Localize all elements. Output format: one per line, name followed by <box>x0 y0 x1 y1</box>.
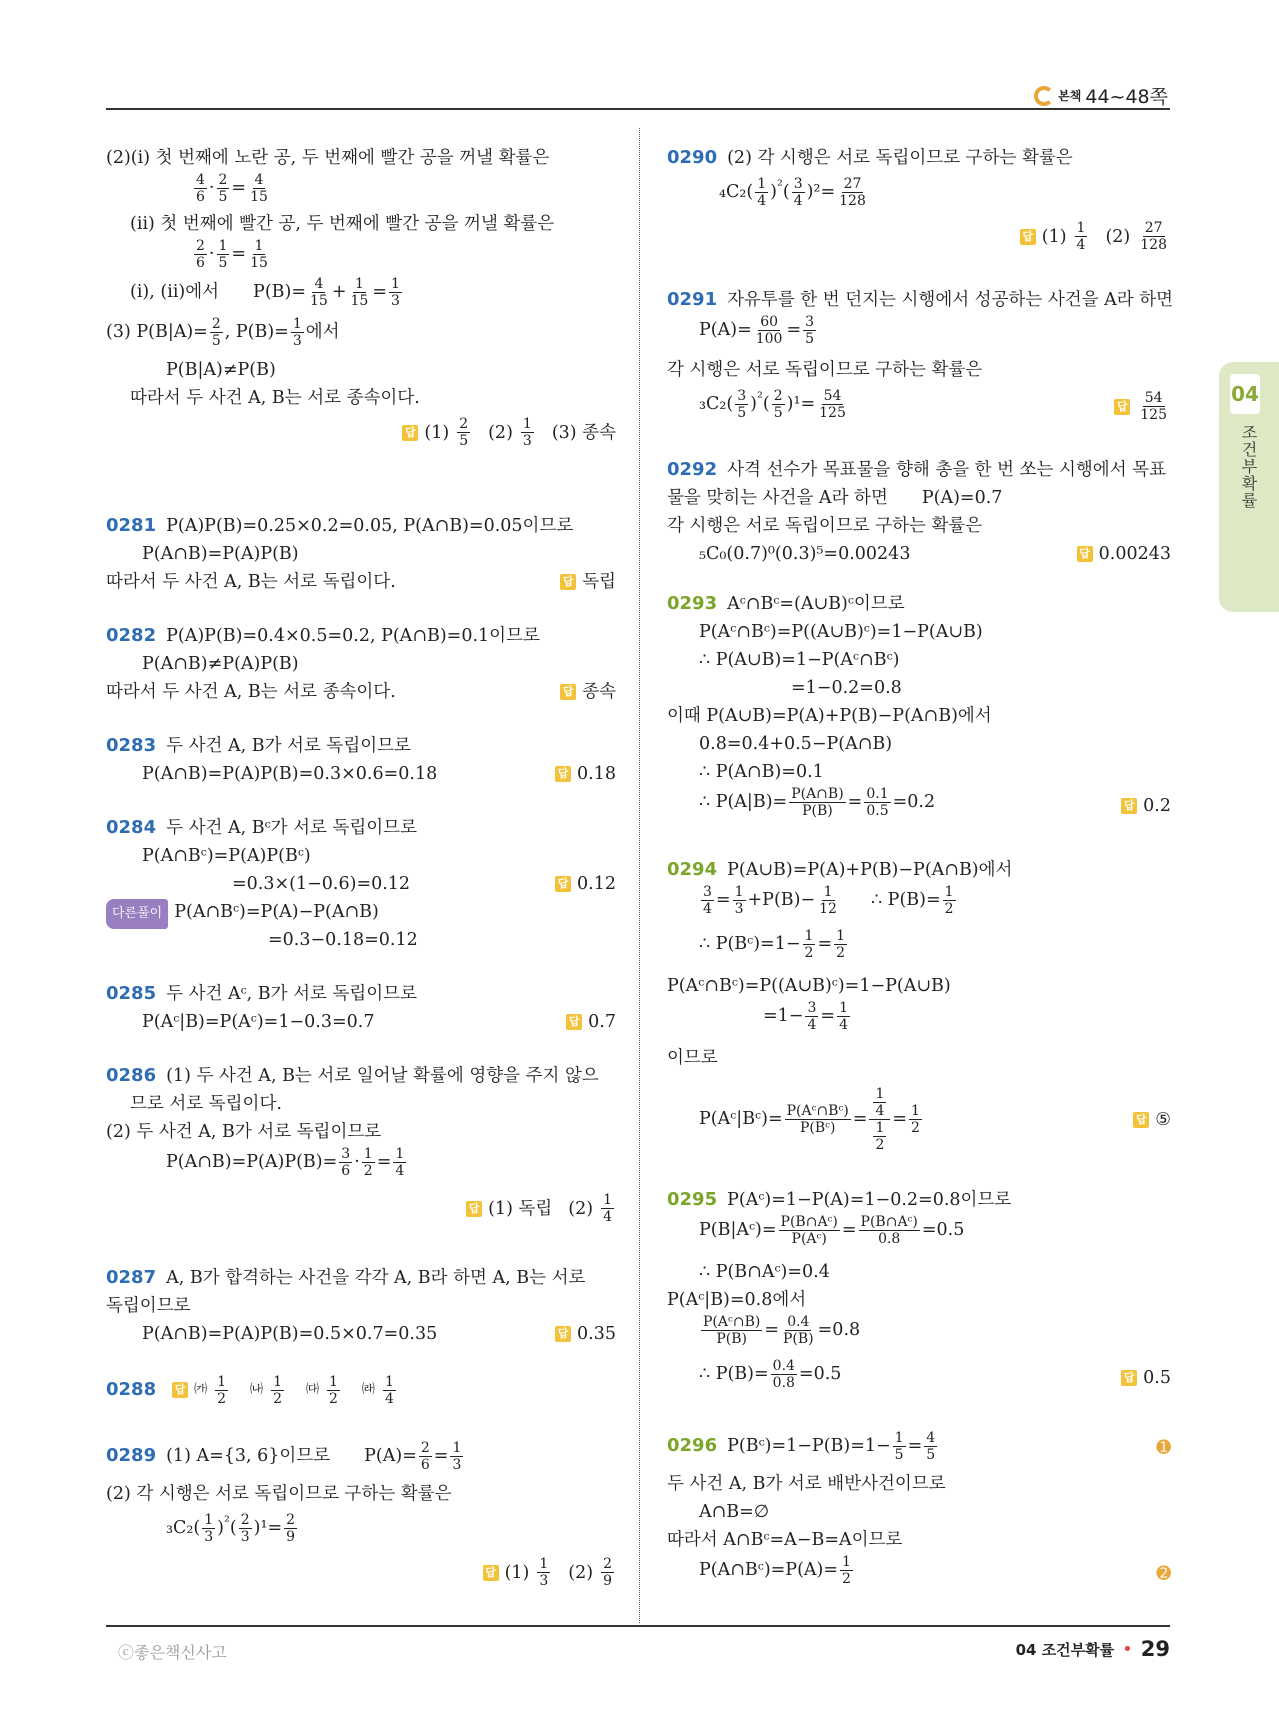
text-line: 0.8=0.4+0.5−P(A∩B) <box>699 734 893 754</box>
text-line: 각 시행은 서로 독립이므로 구하는 확률은 <box>667 516 983 536</box>
text-line: ∴ P(A∪B)=1−P(Aᶜ∩Bᶜ) <box>699 650 900 670</box>
text-line: (2) 두 사건 A, B가 서로 독립이므로 <box>106 1122 382 1142</box>
text-line: 각 시행은 서로 독립이므로 구하는 확률은 <box>667 360 983 380</box>
answer-icon: 답 <box>1133 1112 1149 1128</box>
problem-0293: 0293 Aᶜ∩Bᶜ=(A∪B)ᶜ이므로 P(Aᶜ∩Bᶜ)=P((A∪B)ᶜ)=1−P(A∪B) ∴ P(A∪B)=1−P(Aᶜ∩Bᶜ) =1−0.2=0.8 이때 P(A∪B)=P(A)+P(B)−P(A∩B)에서 0.8=0.4+0.5−P(A∩B) ∴ P(A∩B)=0.1 ∴ P(A|B)= $\frac{P(A\cap B)}{P(B)}$ = $\frac{0.1}{0.5}$ =0.2 답 0.2 <box>667 590 1171 828</box>
text-line: P(Aᶜ|B)=0.8에서 <box>667 1290 807 1310</box>
problem-0294: 0294 P(A∪B)=P(A)+P(B)−P(A∩B)에서 $\frac{3}{4}$ = $\frac{1}{3}$ +P(B)− $\frac{1}{12}$ ∴ P(B)= $\frac{1}{2}$ ∴ P(Bᶜ)=1− $\frac{1}{2}$ = $\frac{1}{2}$ P(Aᶜ∩Bᶜ)=P((A∪B)ᶜ)=1−P(A∪B) =1− $\frac{3}{4}$ = $\frac{1}{4}$ 이므로 P(Aᶜ|Bᶜ)= $\frac{\text{P(Aᶜ∩Bᶜ)}}{\text{P(Bᶜ)}}$ = $\frac{1}{4}$ $\frac{1}{2}$ = 1 2 답 ⑤ <box>667 859 1171 1153</box>
problem-0281: 0281 P(A)P(B)=0.25×0.2=0.05, P(A∩B)=0.05이므로 P(A∩B)=P(A)P(B) 따라서 두 사건 A, B는 서로 독립이다. 답 독립 <box>106 512 616 596</box>
text-line: 따라서 두 사건 A, B는 서로 종속이다. <box>130 388 420 408</box>
problem-number: 0294 <box>667 859 718 880</box>
answer: 답 0.5 <box>1121 1364 1171 1392</box>
answer-icon: 답 <box>555 766 571 782</box>
alt-solution-badge: 다른풀이 <box>106 899 168 929</box>
equation: $\frac{4}{6}$ · $\frac{2}{5}$ = $\frac{4}{15}$ <box>196 172 268 205</box>
text-line: =0.3×(1−0.6)=0.12 답 0.12 <box>106 870 616 898</box>
text-line: P(Aᶜ∩Bᶜ)=P((A∪B)ᶜ)=1−P(A∪B) <box>667 976 951 996</box>
problem-number: 0287 <box>106 1267 157 1288</box>
text-line: P(A∩B)=P(A)P(B)=0.3×0.6=0.18 답 0.18 <box>106 760 616 788</box>
equation: (ⅰ), (ⅱ)에서 P(B)= $\frac{4}{15}$ + $\frac{1}{15}$ = $\frac{1}{3}$ <box>130 276 400 309</box>
equation: ₃C₂( $\frac{1}{3}$ )$^{^2}$( $\frac{2}{3}$ )¹= $\frac{2}{9}$ <box>166 1511 296 1545</box>
text-line: ∴ P(A∩B)=0.1 <box>699 762 824 782</box>
answer: 답 ⑤ <box>1133 1106 1171 1134</box>
answer: 답 0.12 <box>555 870 616 898</box>
problem-0287: 0287 A, B가 합격하는 사건을 각각 A, B라 하면 A, B는 서로 독립이므로 P(A∩B)=P(A)P(B)=0.5×0.7=0.35 답 0.35 <box>106 1264 616 1348</box>
answer: 답 0.2 <box>1121 792 1171 820</box>
answer-icon: 답 <box>555 1326 571 1342</box>
bullet-icon: • <box>1122 1638 1133 1660</box>
answer-icon: 답 <box>560 574 576 590</box>
answer: 답 54 125 <box>1114 390 1171 423</box>
copyright: ⓒ좋은책신사고 <box>118 1643 227 1662</box>
problem-number: 0293 <box>667 593 718 614</box>
text-line: 따라서 A∩Bᶜ=A−B=A이므로 <box>667 1530 903 1550</box>
problem-0290: 0290 (2) 각 시행은 서로 독립이므로 구하는 확률은 ₄C₂( $\frac{1}{4}$ )$^{^2}$( $\frac{3}{4}$ )²= $\frac{27}{128}$ 답 (1) 1 4 (2) 27 128 <box>667 144 1171 258</box>
page-range: 44~48쪽 <box>1085 86 1168 108</box>
text-line: P(A∩B)=P(A)P(B)=0.5×0.7=0.35 답 0.35 <box>106 1320 616 1348</box>
text-line: ₅C₀(0.7)⁰(0.3)⁵=0.00243 답 0.00243 <box>667 540 1171 568</box>
answer: 답 (1) 1 3 (2) 2 9 <box>483 1556 616 1589</box>
answer-icon: 답 <box>560 684 576 700</box>
answer: 답 0.18 <box>555 760 616 788</box>
text-line: 므로 서로 독립이다. <box>130 1094 282 1114</box>
equation: ∴ P(B)= $\frac{0.4}{0.8}$ =0.5 답 0.5 <box>699 1358 1171 1391</box>
text-line: ∴ P(B∩Aᶜ)=0.4 <box>699 1262 830 1282</box>
equation: P(A∩B)=P(A)P(B)= $\frac{3}{6}$ · $\frac{1}{2}$ = $\frac{1}{4}$ <box>166 1146 405 1179</box>
problem-number: 0288 <box>106 1379 157 1400</box>
problem-number: 0286 <box>106 1065 157 1086</box>
problem-number: 0289 <box>106 1445 157 1466</box>
page-number: 29 <box>1140 1637 1170 1661</box>
equation: (3) P(B|A)= $\frac{2}{5}$ , P(B)= $\frac{1}{3}$ 에서 <box>106 316 340 349</box>
alt-solution: 다른풀이 P(A∩Bᶜ)=P(A)−P(A∩B) <box>106 898 616 926</box>
footer-chapter: 04 조건부확률 <box>1015 1640 1115 1659</box>
problem-0285: 0285 두 사건 Aᶜ, B가 서로 독립이므로 P(Aᶜ|B)=P(Aᶜ)=1−0.3=0.7 답 0.7 <box>106 980 616 1036</box>
answer: 답 (1) 2 5 (2) 1 3 (3) 종속 <box>402 416 616 449</box>
answer-icon: 답 <box>1121 1370 1137 1386</box>
text-line: 이므로 <box>667 1048 718 1068</box>
answer: 답 (1) 독립 (2) 1 4 <box>466 1192 616 1225</box>
equation: =1− $\frac{3}{4}$ = $\frac{1}{4}$ <box>763 1000 848 1033</box>
problem-0291: 0291 자유투를 한 번 던지는 시행에서 성공하는 사건을 A라 하면 P(A)= $\frac{60}{100}$ = $\frac{3}{5}$ 각 시행은 서로 독립이므로 구하는 확률은 ₃C₂( $\frac{3}{5}$ )$^{^2}$( $\frac{2}{5}$ )¹= $\frac{54}{125}$ 답 54 125 <box>667 286 1171 428</box>
answer-row <box>106 1552 616 1594</box>
answer: 답 종속 <box>560 678 616 706</box>
answer-row <box>667 216 1171 258</box>
problem-0296: 0296 P(Bᶜ)=1−P(B)=1− $\frac{1}{5}$ = $\frac{4}{5}$ ➊ 두 사건 A, B가 서로 배반사건이므로 A∩B=∅ 따라서 A∩Bᶜ=A−B=A이므로 P(A∩Bᶜ)=P(A)= $\frac{1}{2}$ ➋ <box>667 1430 1171 1596</box>
problem-0284: 0284 두 사건 A, Bᶜ가 서로 독립이므로 P(A∩Bᶜ)=P(A)P(Bᶜ) =0.3×(1−0.6)=0.12 답 0.12 다른풀이 P(A∩Bᶜ)=P(A)−P(A∩B) =0.3−0.18=0.12 <box>106 814 616 954</box>
problem-0282: 0282 P(A)P(B)=0.4×0.5=0.2, P(A∩B)=0.1이므로 P(A∩B)≠P(A)P(B) 따라서 두 사건 A, B는 서로 종속이다. 답 종속 <box>106 622 616 706</box>
answer-icon: 답 <box>1121 798 1137 814</box>
text-line: 두 사건 A, B가 서로 배반사건이므로 <box>667 1474 946 1494</box>
page-reference <box>1034 82 1168 109</box>
text-line: 이때 P(A∪B)=P(A)+P(B)−P(A∩B)에서 <box>667 706 992 726</box>
text-line: P(Aᶜ∩Bᶜ)=P((A∪B)ᶜ)=1−P(A∪B) <box>699 622 983 642</box>
equation: ∴ P(Bᶜ)=1− $\frac{1}{2}$ = $\frac{1}{2}$ <box>699 928 846 961</box>
footer-rule <box>106 1625 1170 1627</box>
problem-number: 0291 <box>667 289 718 310</box>
problem-number: 0285 <box>106 983 157 1004</box>
header-rule <box>106 108 1170 110</box>
step-marker-1: ➊ <box>1156 1438 1171 1458</box>
text-line: (ⅱ) 첫 번째에 빨간 공, 두 번째에 빨간 공을 꺼낼 확률은 <box>130 214 555 234</box>
book-label: 본책 <box>1058 89 1082 103</box>
text-line: P(B|A)≠P(B) <box>166 360 276 380</box>
text-line: =0.3−0.18=0.12 <box>268 930 418 950</box>
text-line: P(A∩Bᶜ)=P(A)P(Bᶜ) <box>142 846 311 866</box>
answer: 답 독립 <box>560 568 616 596</box>
step-marker-2: ➋ <box>1156 1564 1171 1584</box>
answer-icon: 답 <box>466 1201 482 1217</box>
problem-0286: 0286 (1) 두 사건 A, B는 서로 일어날 확률에 영향을 주지 않으 므로 서로 독립이다. (2) 두 사건 A, B가 서로 독립이므로 P(A∩B)=P(A)P(B)= $\frac{3}{6}$ · $\frac{1}{2}$ = $\frac{1}{4}$ 답 (1) 독립 (2) 1 4 <box>106 1062 616 1230</box>
answer-icon: 답 <box>566 1014 582 1030</box>
text-line: P(Aᶜ|B)=P(Aᶜ)=1−0.3=0.7 답 0.7 <box>106 1008 616 1036</box>
text-line: 독립이므로 <box>106 1296 191 1316</box>
chapter-tab <box>1219 362 1279 612</box>
text-line: (2) 각 시행은 서로 독립이므로 구하는 확률은 <box>106 1484 452 1504</box>
answer-icon: 답 <box>172 1382 188 1398</box>
problem-0295: 0295 P(Aᶜ)=1−P(A)=1−0.2=0.8이므로 P(B|Aᶜ)= $\frac{\text{P(B∩Aᶜ)}}{\text{P(Aᶜ)}}$ = $\frac{\text{P(B∩Aᶜ)}}{0.8}$ =0.5 ∴ P(B∩Aᶜ)=0.4 P(Aᶜ|B)=0.8에서 $\frac{\text{P(Aᶜ∩B)}}{P(B)}$ = $\frac{0.4}{P(B)}$ =0.8 ∴ P(B)= $\frac{0.4}{0.8}$ =0.5 답 0.5 <box>667 1186 1171 1402</box>
problem-number: 0292 <box>667 459 718 480</box>
problem-0280-cont <box>106 144 616 452</box>
equation: P(B|Aᶜ)= $\frac{\text{P(B∩Aᶜ)}}{\text{P(Aᶜ)}}$ = $\frac{\text{P(B∩Aᶜ)}}{0.8}$ =0.5 <box>699 1214 965 1247</box>
equation: ₄C₂( $\frac{1}{4}$ )$^{^2}$( $\frac{3}{4}$ )²= $\frac{27}{128}$ <box>719 175 866 209</box>
text-line: 따라서 두 사건 A, B는 서로 독립이다. 답 독립 <box>106 568 616 596</box>
problem-0283: 0283 두 사건 A, B가 서로 독립이므로 P(A∩B)=P(A)P(B)=0.3×0.6=0.18 답 0.18 <box>106 732 616 788</box>
text-line: =1−0.2=0.8 <box>791 678 902 698</box>
problem-number: 0296 <box>667 1435 718 1456</box>
chapter-number: 04 <box>1230 374 1260 414</box>
equation: P(A∩Bᶜ)=P(A)= $\frac{1}{2}$ ➋ <box>699 1554 1171 1587</box>
answer: 답 0.35 <box>555 1320 616 1348</box>
answer-icon: 답 <box>555 876 571 892</box>
text-line: (2)(ⅰ) 첫 번째에 노란 공, 두 번째에 빨간 공을 꺼낼 확률은 <box>106 148 550 168</box>
answer: 답 0.7 <box>566 1008 616 1036</box>
equation: $\frac{3}{4}$ = $\frac{1}{3}$ +P(B)− $\frac{1}{12}$ ∴ P(B)= $\frac{1}{2}$ <box>703 884 954 917</box>
problem-0289: 0289 (1) A={3, 6}이므로 P(A)= $\frac{2}{6}$ = $\frac{1}{3}$ (2) 각 시행은 서로 독립이므로 구하는 확률은 ₃C₂( $\frac{1}{3}$ )$^{^2}$( $\frac{2}{3}$ )¹= $\frac{2}{9}$ 답 (1) 1 3 (2) 2 9 <box>106 1440 616 1594</box>
answer: 답 (1) 1 4 (2) 27 128 <box>1020 220 1171 253</box>
problem-0292: 0292 사격 선수가 목표물을 향해 총을 한 번 쏘는 시행에서 목표 물을 맞히는 사건을 A라 하면 P(A)=0.7 각 시행은 서로 독립이므로 구하는 확률은 ₅C₀(0.7)⁰(0.3)⁵=0.00243 답 0.00243 <box>667 456 1171 568</box>
problem-number: 0284 <box>106 817 157 838</box>
answer-icon: 답 <box>483 1565 499 1581</box>
footer-page-info <box>1016 1637 1170 1661</box>
equation: ₃C₂( $\frac{3}{5}$ )$^{^2}$( $\frac{2}{5}$ )¹= $\frac{54}{125}$ 답 54 125 <box>667 384 1171 428</box>
equation: $\frac{\text{P(Aᶜ∩B)}}{P(B)}$ = $\frac{0.4}{P(B)}$ =0.8 <box>703 1314 861 1347</box>
text-line: P(A∩B)=P(A)P(B) <box>142 544 299 564</box>
answer-row <box>106 1188 616 1230</box>
chapter-label: 조건부확률 <box>1239 424 1258 509</box>
equation: $\frac{2}{6}$ · $\frac{1}{5}$ = $\frac{1}{15}$ <box>196 238 268 271</box>
answer-icon: 답 <box>1077 546 1093 562</box>
equation: ∴ P(A|B)= $\frac{P(A\cap B)}{P(B)}$ = $\frac{0.1}{0.5}$ =0.2 답 0.2 <box>699 786 1171 819</box>
text-line: 따라서 두 사건 A, B는 서로 종속이다. 답 종속 <box>106 678 616 706</box>
text-line: A∩B=∅ <box>699 1502 770 1522</box>
equation: P(Aᶜ|Bᶜ)= $\frac{\text{P(Aᶜ∩Bᶜ)}}{\text{P(Bᶜ)}}$ = $\frac{1}{4}$ $\frac{1}{2}$ = 1 2 답 ⑤ <box>699 1085 1171 1153</box>
answer-icon: 답 <box>1020 229 1036 245</box>
problem-number: 0281 <box>106 515 157 536</box>
problem-number: 0283 <box>106 735 157 756</box>
column-divider <box>639 128 640 1623</box>
equation: P(A)= $\frac{60}{100}$ = $\frac{3}{5}$ <box>699 314 815 347</box>
problem-number: 0290 <box>667 147 718 168</box>
answer-icon: 답 <box>402 425 418 441</box>
text-line: 물을 맞히는 사건을 A라 하면 P(A)=0.7 <box>667 488 1003 508</box>
problem-number: 0295 <box>667 1189 718 1210</box>
answer-row <box>106 412 616 452</box>
return-arrow-icon <box>1034 86 1054 106</box>
problem-0288: 0288 답 ㈎ 1 2 ㈏ 1 2 ㈐ 1 2 ㈑ 1 4 <box>106 1373 394 1407</box>
text-line: P(A∩B)≠P(A)P(B) <box>142 654 299 674</box>
answer: 답 0.00243 <box>1077 540 1171 568</box>
answer-icon: 답 <box>1114 399 1130 415</box>
problem-number: 0282 <box>106 625 157 646</box>
